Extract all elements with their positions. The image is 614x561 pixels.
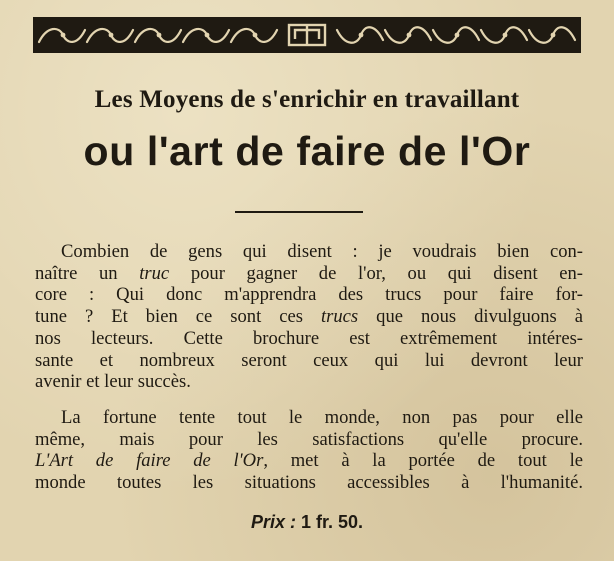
text-span: naître un [35, 262, 140, 284]
text-span: , met à la portée de tout le [263, 450, 583, 472]
italic-book-title: L'Art de faire de l'Or [35, 450, 264, 472]
paragraph-2 [35, 407, 583, 494]
text-line [35, 306, 583, 328]
article-title: ou l'art de faire de l'Or [83, 128, 531, 174]
title-divider [235, 211, 363, 213]
ornamental-header-band [33, 17, 581, 53]
text-line: même, mais pour les satisfactions qu'elle procure. [35, 428, 583, 450]
article-subtitle: Les Moyens de s'enrichir en travaillant [94, 86, 520, 113]
price-line [0, 512, 614, 533]
text-line: La fortune tente tout le monde, non pas pour elle [61, 407, 583, 428]
text-line: nos lecteurs. Cette brochure est extrêmement intéres- [35, 327, 583, 349]
text-line [35, 450, 583, 472]
text-span: tune ? Et bien ce sont ces [35, 306, 321, 328]
text-line: sante et nombreux seront ceux qui lui devront leur [35, 349, 583, 371]
price-label: Prix : [250, 512, 296, 532]
italic-term: trucs [320, 306, 359, 328]
text-span: que nous divulguons à [358, 306, 584, 328]
text-line [35, 263, 583, 285]
text-line: monde toutes les situations accessibles à l'humanité. [35, 472, 583, 494]
text-line: Combien de gens qui disent : je voudrais bien con- [61, 241, 583, 262]
paragraph-1 [35, 241, 584, 393]
text-line: avenir et leur succès. [35, 371, 191, 393]
price-value: 1 fr. 50. [301, 512, 364, 532]
italic-term: truc [139, 262, 170, 284]
text-line: core : Qui donc m'apprendra des trucs pour faire for- [35, 284, 583, 306]
ornament-icon [33, 20, 581, 50]
text-span: pour gagner de l'or, ou qui disent en- [169, 262, 583, 284]
